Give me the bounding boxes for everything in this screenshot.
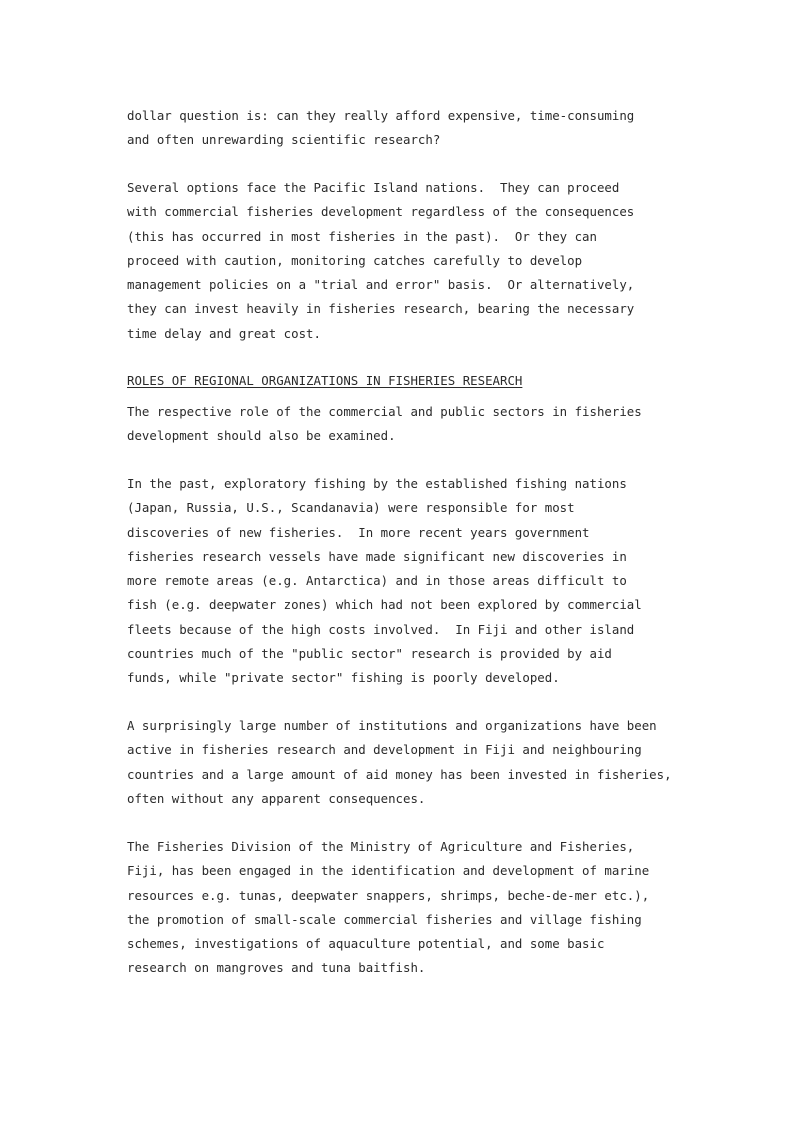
paragraph-institutions bbox=[127, 714, 727, 811]
text-line: countries much of the "public sector" research is provided by aid bbox=[127, 646, 612, 662]
paragraph-research-question bbox=[127, 104, 727, 153]
text-line: Fiji, has been engaged in the identification and development of marine bbox=[127, 863, 650, 879]
text-line: Several options face the Pacific Island nations. They can proceed bbox=[127, 180, 620, 195]
text-line: development should also be examined. bbox=[127, 428, 396, 444]
text-line: proceed with caution, monitoring catches carefully to develop bbox=[127, 252, 583, 268]
text-line: active in fisheries research and development in Fiji and neighbouring bbox=[127, 742, 642, 758]
text-line: fisheries research vessels have made significant new discoveries in bbox=[127, 548, 627, 564]
paragraph-options bbox=[127, 176, 727, 346]
text-line: funds, while "private sector" fishing is poorly developed. bbox=[127, 670, 560, 686]
text-line: A surprisingly large number of institutions and organizations have been bbox=[127, 718, 657, 733]
text-line: schemes, investigations of aquaculture potential, and some basic bbox=[127, 936, 605, 952]
text-line: dollar question is: can they really afford expensive, time-consuming bbox=[127, 108, 635, 123]
text-line: the promotion of small-scale commercial fisheries and village fishing bbox=[127, 911, 642, 927]
section-heading: ROLES OF REGIONAL ORGANIZATIONS IN FISHERIES RESEARCH bbox=[127, 373, 523, 388]
section-heading-block bbox=[127, 369, 727, 393]
text-line: more remote areas (e.g. Antarctica) and in those areas difficult to bbox=[127, 573, 627, 589]
text-line: and often unrewarding scientific research? bbox=[127, 132, 441, 148]
text-line: research on mangroves and tuna baitfish. bbox=[127, 960, 426, 976]
text-line: discoveries of new fisheries. In more recent years government bbox=[127, 524, 590, 540]
text-line: time delay and great cost. bbox=[127, 325, 321, 341]
paragraph-roles bbox=[127, 400, 727, 449]
text-line: In the past, exploratory fishing by the established fishing nations bbox=[127, 476, 627, 491]
text-line: The Fisheries Division of the Ministry of Agriculture and Fisheries, bbox=[127, 839, 635, 854]
text-line: (this has occurred in most fisheries in the past). Or they can bbox=[127, 228, 597, 244]
text-line: management policies on a "trial and error" basis. Or alternatively, bbox=[127, 277, 635, 293]
text-line: The respective role of the commercial and public sectors in fisheries bbox=[127, 404, 642, 419]
text-line: they can invest heavily in fisheries research, bearing the necessary bbox=[127, 301, 635, 317]
paragraph-fisheries-division bbox=[127, 835, 727, 981]
text-line: with commercial fisheries development regardless of the consequences bbox=[127, 204, 635, 220]
text-line: fleets because of the high costs involved. In Fiji and other island bbox=[127, 621, 635, 637]
text-line: (Japan, Russia, U.S., Scandanavia) were responsible for most bbox=[127, 500, 575, 516]
text-line: often without any apparent consequences. bbox=[127, 790, 426, 806]
text-line: countries and a large amount of aid money has been invested in fisheries, bbox=[127, 766, 672, 782]
text-line: fish (e.g. deepwater zones) which had not been explored by commercial bbox=[127, 597, 642, 613]
paragraph-exploratory-fishing bbox=[127, 472, 727, 691]
text-line: resources e.g. tunas, deepwater snappers, shrimps, beche-de-mer etc.), bbox=[127, 887, 650, 903]
